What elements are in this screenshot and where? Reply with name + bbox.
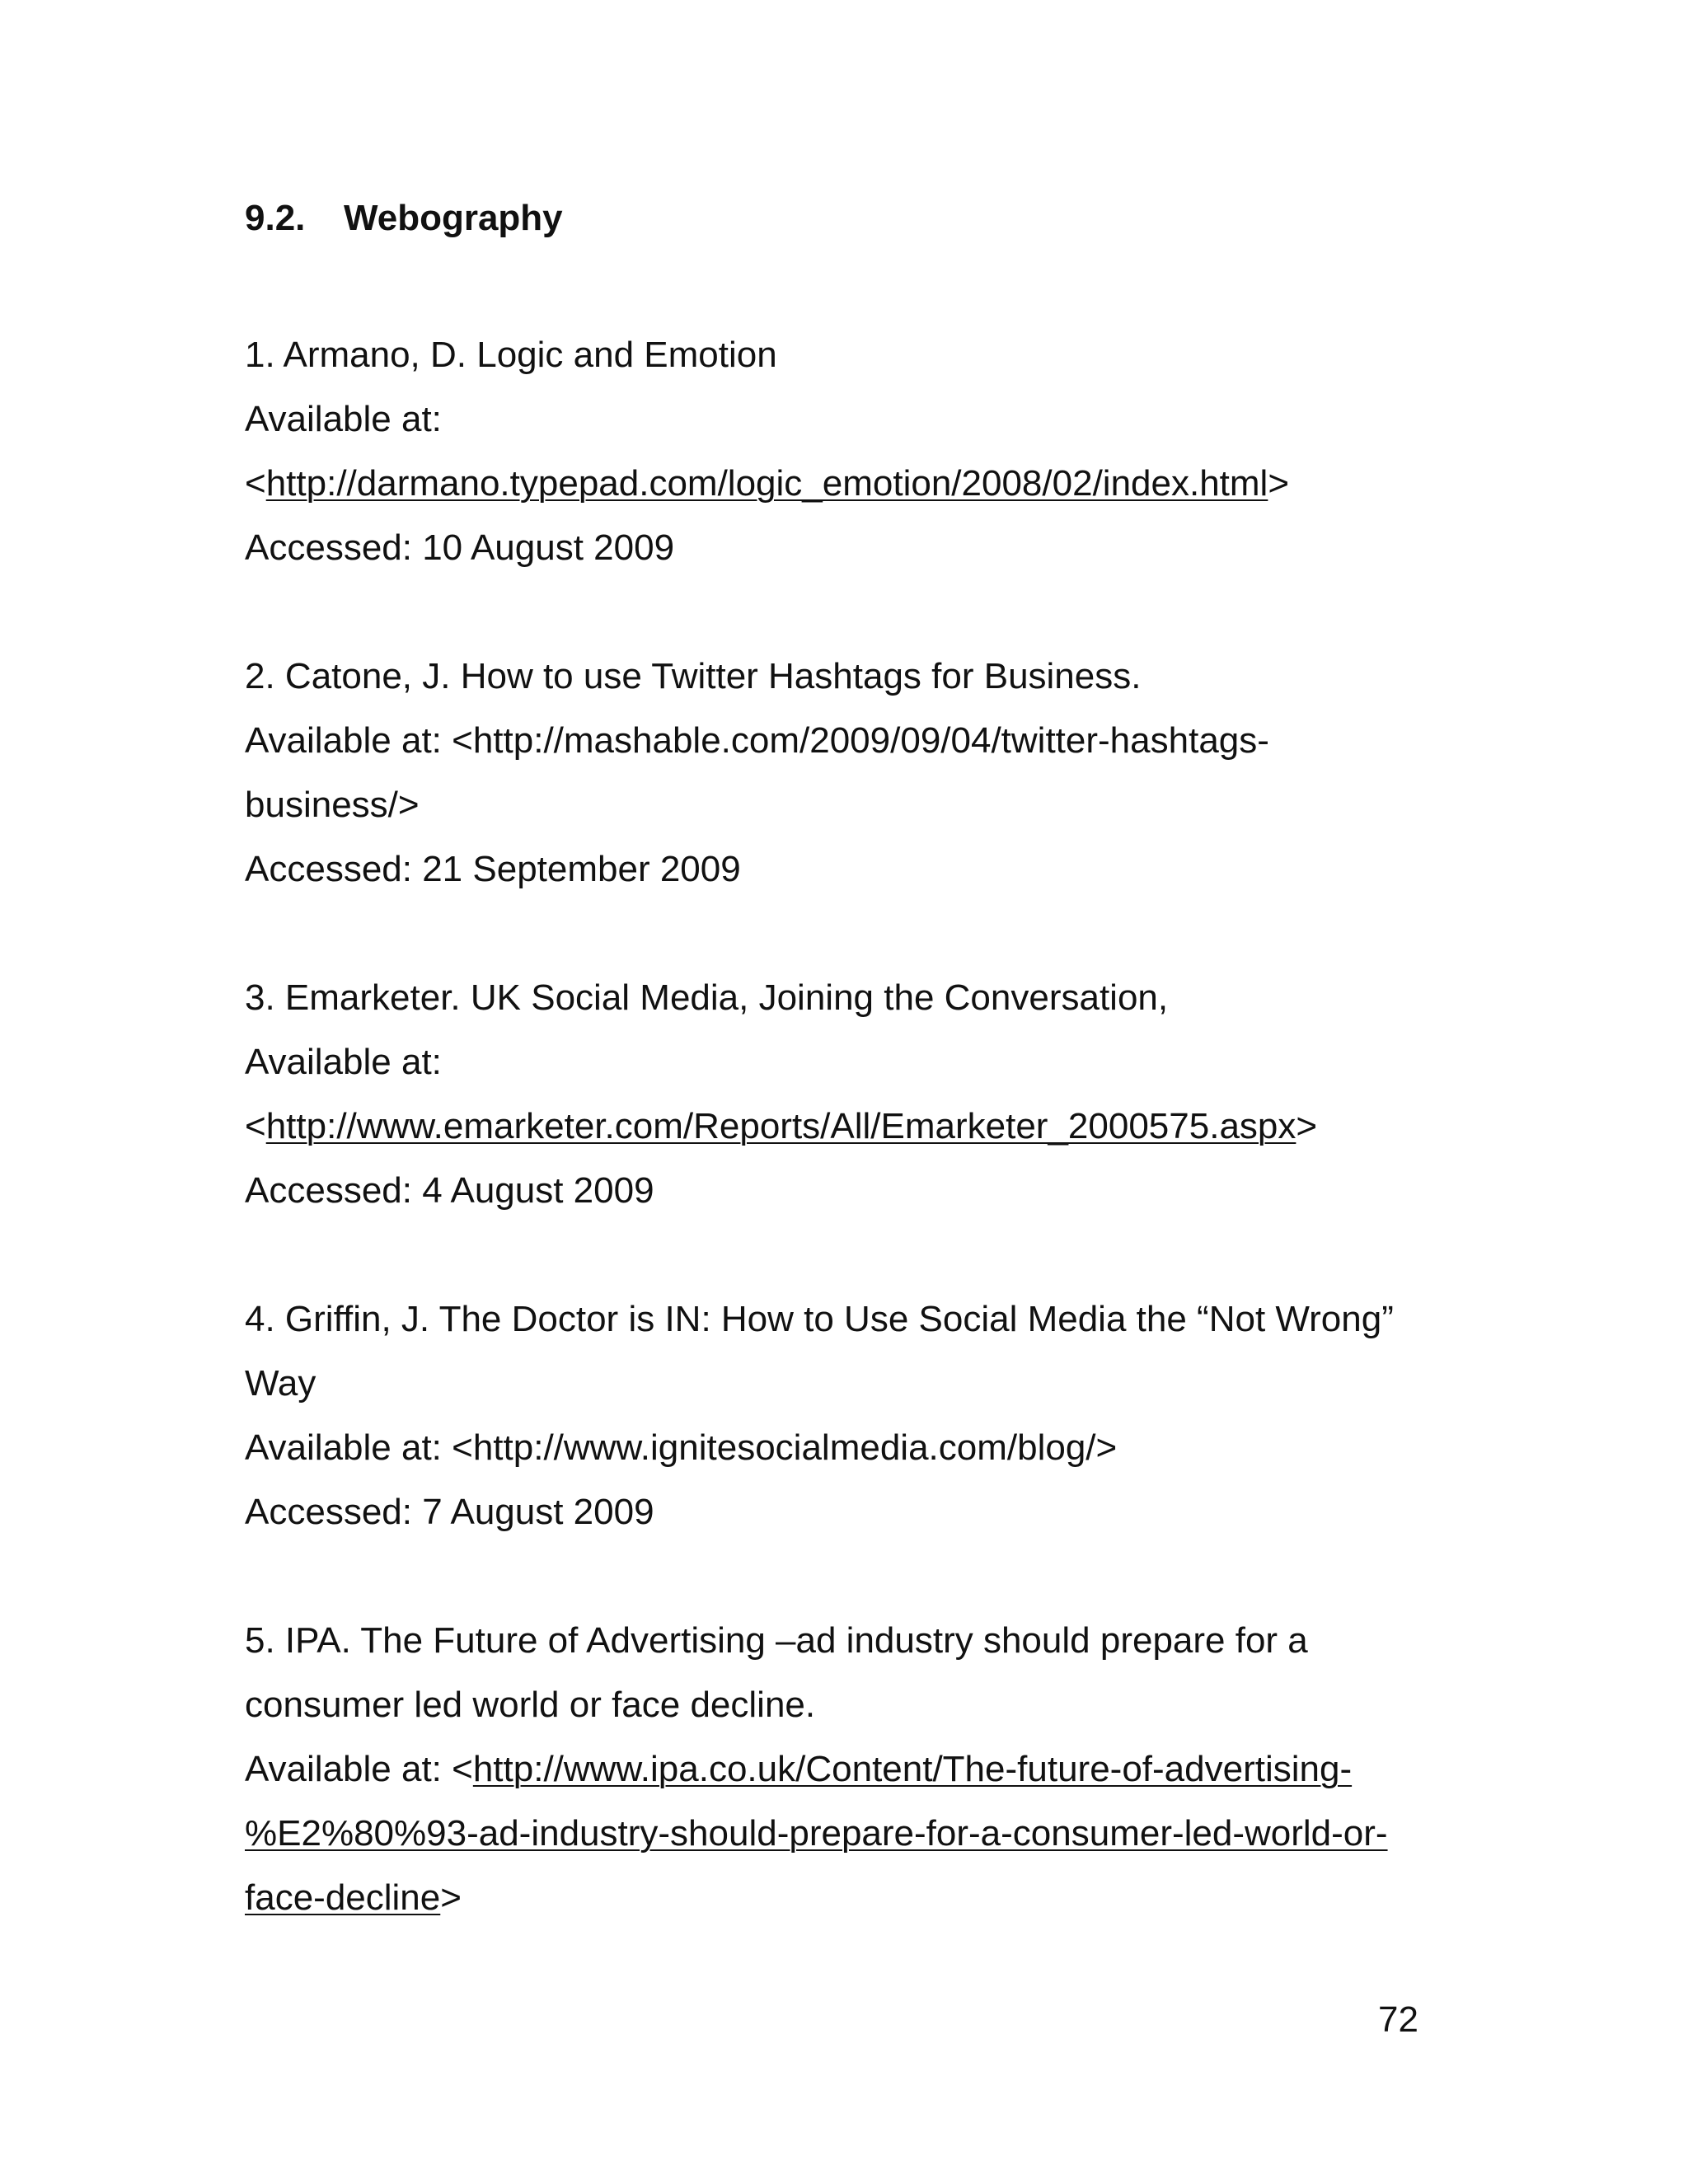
reference-url-line xyxy=(245,452,1415,516)
angle-close: > xyxy=(440,1877,462,1918)
section-title: Webography xyxy=(344,198,563,238)
accessed-date: Accessed: 21 September 2009 xyxy=(245,849,741,889)
reference-link[interactable]: http://www.emarketer.com/Reports/All/Emarketer_2000575.aspx xyxy=(265,1106,1296,1146)
reference-item xyxy=(245,1609,1415,1930)
reference-title: 1. Armano, D. Logic and Emotion xyxy=(245,335,777,375)
reference-item xyxy=(245,1287,1415,1544)
reference-link[interactable]: http://darmano.typepad.com/logic_emotion/2008/02/index.html xyxy=(265,463,1268,504)
reference-title: 5. IPA. The Future of Advertising –ad industry should prepare for a xyxy=(245,1620,1308,1661)
accessed-date: Accessed: 7 August 2009 xyxy=(245,1492,654,1532)
reference-item xyxy=(245,644,1415,902)
available-label: Available at: xyxy=(245,1042,442,1082)
reference-title: 2. Catone, J. How to use Twitter Hashtags for Business. xyxy=(245,656,1142,696)
reference-link-part-1[interactable]: http://www.ipa.co.uk/Content/The-future-of-advertising- xyxy=(472,1749,1353,1789)
available-label: Available at: xyxy=(245,399,442,439)
available-url-line: Available at: <http://mashable.com/2009/09/04/twitter-hashtags- xyxy=(245,720,1269,761)
reference-link-part-3[interactable]: face-decline xyxy=(245,1877,441,1918)
reference-url-line xyxy=(245,1866,1415,1930)
reference-url-line xyxy=(245,1802,1415,1866)
reference-item xyxy=(245,966,1415,1223)
reference-list xyxy=(245,323,1415,1994)
reference-title-continued: consumer led world or face decline. xyxy=(245,1685,816,1725)
page-number: 72 xyxy=(1378,1999,1418,2040)
angle-close: > xyxy=(1268,463,1290,504)
angle-open: < xyxy=(245,1106,266,1146)
angle-open: < xyxy=(245,463,266,504)
section-heading xyxy=(245,196,563,241)
angle-close: > xyxy=(1296,1106,1318,1146)
available-prefix: Available at: < xyxy=(245,1749,473,1789)
reference-title: 4. Griffin, J. The Doctor is IN: How to Use Social Media the “Not Wrong” xyxy=(245,1299,1394,1339)
reference-url-line xyxy=(245,1737,1415,1802)
available-url-line-continued: business/> xyxy=(245,785,420,825)
accessed-date: Accessed: 10 August 2009 xyxy=(245,527,675,568)
reference-title-continued: Way xyxy=(245,1363,316,1404)
available-url-line: Available at: <http://www.ignitesocialmedia.com/blog/> xyxy=(245,1427,1118,1468)
reference-url-line xyxy=(245,1094,1415,1159)
reference-item xyxy=(245,323,1415,580)
reference-link-part-2[interactable]: %E2%80%93-ad-industry-should-prepare-for-a-consumer-led-world-or- xyxy=(245,1813,1388,1854)
section-number: 9.2. xyxy=(245,198,306,238)
accessed-date: Accessed: 4 August 2009 xyxy=(245,1170,654,1211)
reference-title: 3. Emarketer. UK Social Media, Joining the Conversation, xyxy=(245,977,1169,1018)
